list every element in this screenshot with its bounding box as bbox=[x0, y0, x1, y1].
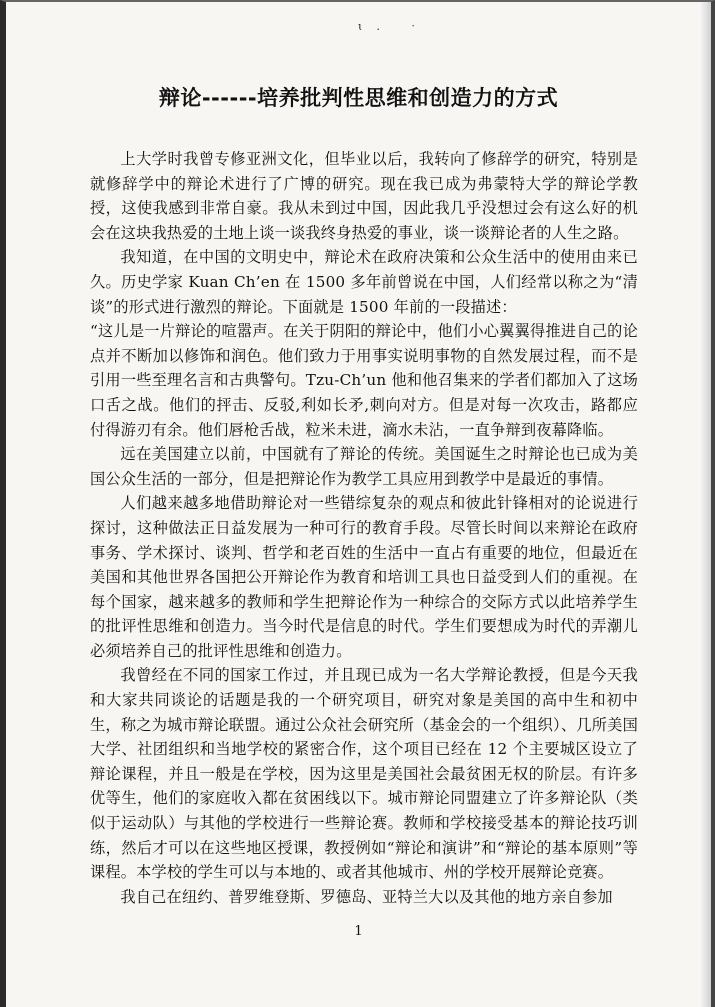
page-number: 1 bbox=[354, 924, 363, 939]
paragraph-5: 我曾经在不同的国家工作过，并且现已成为一名大学辩论教授，但是今天我和大家共同谈论的话题是我的一个研究项目，研究对象是美国的高中生和初中生，称之为城市辩论联盟。通过公众社会研究所（基金会的一个组织）、几所美国大学、社团组织和当地学校的紧密合作，这个项目已经在 12 个主要城区设立了辩论课程，并且一般是在学校，因为这里是美国社会最贫困无权的阶层。有许多优等生，他们的家庭收入都在贫困线以下。城市辩论同盟建立了许多辩论队（类似于运动队）与其他的学校进行一些辩论赛。教师和学校接受基本的辩论技巧训练，然后才可以在这些地区授课，教授例如“辩论和演讲”和“辩论的基本原则”等课程。本学校的学生可以与本地的、或者其他城市、州的学校开展辩论竞赛。 bbox=[90, 666, 638, 882]
paragraph-2: 我知道，在中国的文明史中，辩论术在政府决策和公众生活中的使用由来已久。历史学家 Kuan Ch’en 在 1500 多年前曾说在中国，人们经常以称之为“清谈”的形式进行激烈的辩论。下面就是 1500 年前的一段描述： bbox=[90, 248, 638, 316]
paragraph-3: 远在美国建立以前，中国就有了辩论的传统。美国诞生之时辩论也已成为美国公众生活的一部分，但是把辩论作为教学工具应用到教学中是最近的事情。 bbox=[90, 445, 638, 488]
document-body bbox=[90, 147, 638, 909]
document-title: 辩论------培养批判性思维和创造力的方式 bbox=[158, 86, 559, 111]
quote-paragraph: “这儿是一片辩论的喧嚣声。在关于阴阳的辩论中，他们小心翼翼得推进自己的论点并不断加以修饰和润色。他们致力于用事实说明事物的自然发展过程，而不是引用一些至理名言和古典警句。Tzu-Ch’un 他和他召集来的学者们都加入了这场口舌之战。他们的抨击、反驳,利如长矛,刺向对方。但是对每一次攻击，路都应付得游刃有余。他们唇枪舌战，粒米未进，滴水未沾，一直争辩到夜幕降临。 bbox=[90, 322, 638, 439]
paragraph-4: 人们越来越多地借助辩论对一些错综复杂的观点和彼此针锋相对的论说进行探讨，这种做法正日益发展为一种可行的教育手段。尽管长时间以来辩论在政府事务、学术探讨、谈判、哲学和老百姓的生活中一直占有重要的地位，但最近在美国和其他世界各国把公开辩论作为教育和培训工具也日益受到人们的重视。在每个国家，越来越多的教师和学生把辩论作为一种综合的交际方式以此培养学生的批评性思维和创造力。当今时代是信息的时代。学生们要想成为时代的弄潮儿必须培养自己的批评性思维和创造力。 bbox=[90, 494, 638, 660]
paragraph-6: 我自己在纽约、普罗维登斯、罗德岛、亚特兰大以及其他的地方亲自参加 bbox=[120, 887, 613, 906]
scan-marks: ɩ. ˑ bbox=[358, 20, 430, 33]
page-edge-shadow bbox=[699, 2, 711, 1007]
paragraph-1: 上大学时我曾专修亚洲文化，但毕业以后，我转向了修辞学的研究，特别是就修辞学中的辩论术进行了广博的研究。现在我已成为弗蒙特大学的辩论学教授，这使我感到非常自豪。我从未到过中国，因此我几乎没想过会有这么好的机会在这块我热爱的土地上谈一谈我终身热爱的事业，谈一谈辩论者的人生之路。 bbox=[90, 150, 638, 242]
